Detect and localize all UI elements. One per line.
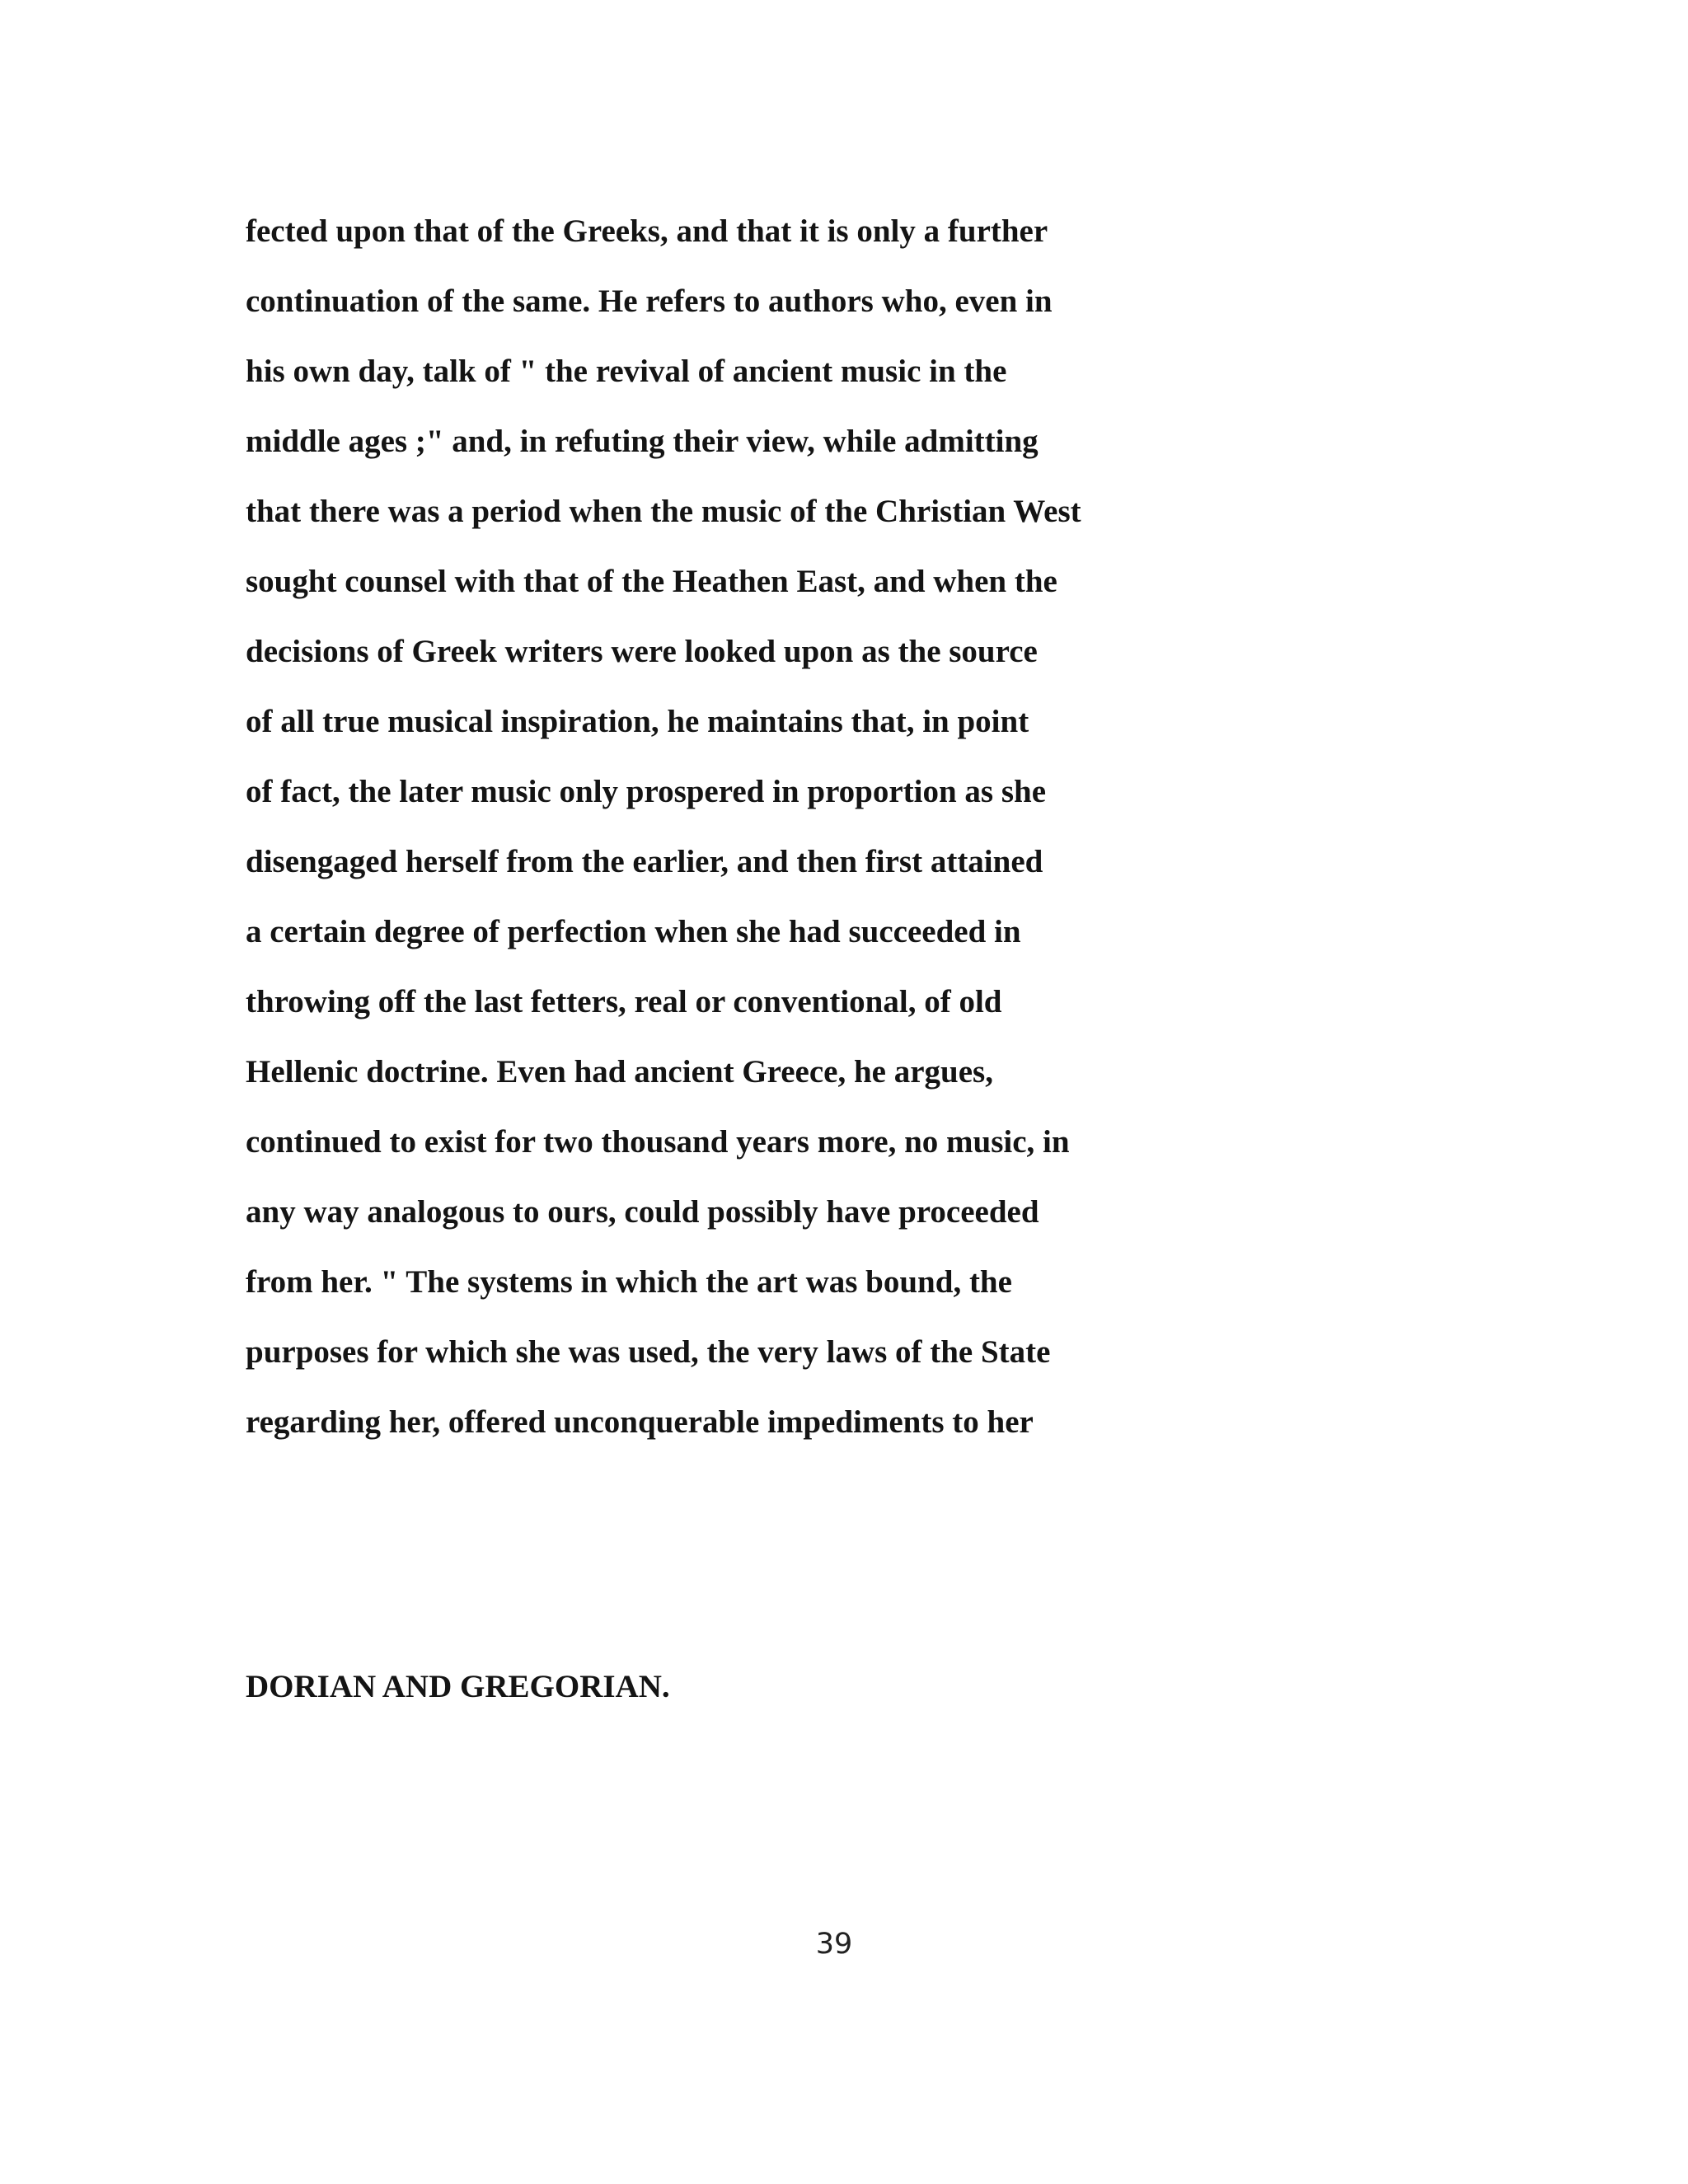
- text-line: throwing off the last fetters, real or conventional, of old: [246, 984, 1002, 1019]
- text-line: Hellenic doctrine. Even had ancient Greece, he argues,: [246, 1054, 993, 1090]
- text-line: that there was a period when the music of the Christian West: [246, 494, 1081, 529]
- text-line: continuation of the same. He refers to authors who, even in: [246, 284, 1053, 319]
- text-line: disengaged herself from the earlier, and then first attained: [246, 844, 1043, 879]
- text-line: regarding her, offered unconquerable impediments to her: [246, 1404, 1034, 1440]
- text-line: any way analogous to ours, could possibly have proceeded: [246, 1194, 1039, 1230]
- text-line: of fact, the later music only prospered in proportion as she: [246, 774, 1047, 809]
- running-head: DORIAN AND GREGORIAN.: [246, 1669, 670, 1704]
- body-text: [246, 196, 1081, 1457]
- page-number: 39: [815, 1928, 853, 1961]
- text-line: sought counsel with that of the Heathen East, and when the: [246, 564, 1057, 599]
- text-line: continued to exist for two thousand years more, no music, in: [246, 1124, 1070, 1160]
- text-line: fected upon that of the Greeks, and that it is only a further: [246, 213, 1048, 249]
- text-line: a certain degree of perfection when she had succeeded in: [246, 914, 1021, 949]
- text-line: purposes for which she was used, the very laws of the State: [246, 1334, 1051, 1370]
- text-line: his own day, talk of " the revival of ancient music in the: [246, 354, 1007, 389]
- text-line: middle ages ;" and, in refuting their view, while admitting: [246, 424, 1039, 459]
- text-line: decisions of Greek writers were looked upon as the source: [246, 634, 1038, 669]
- text-line: of all true musical inspiration, he maintains that, in point: [246, 704, 1029, 739]
- text-line: from her. " The systems in which the art was bound, the: [246, 1264, 1012, 1300]
